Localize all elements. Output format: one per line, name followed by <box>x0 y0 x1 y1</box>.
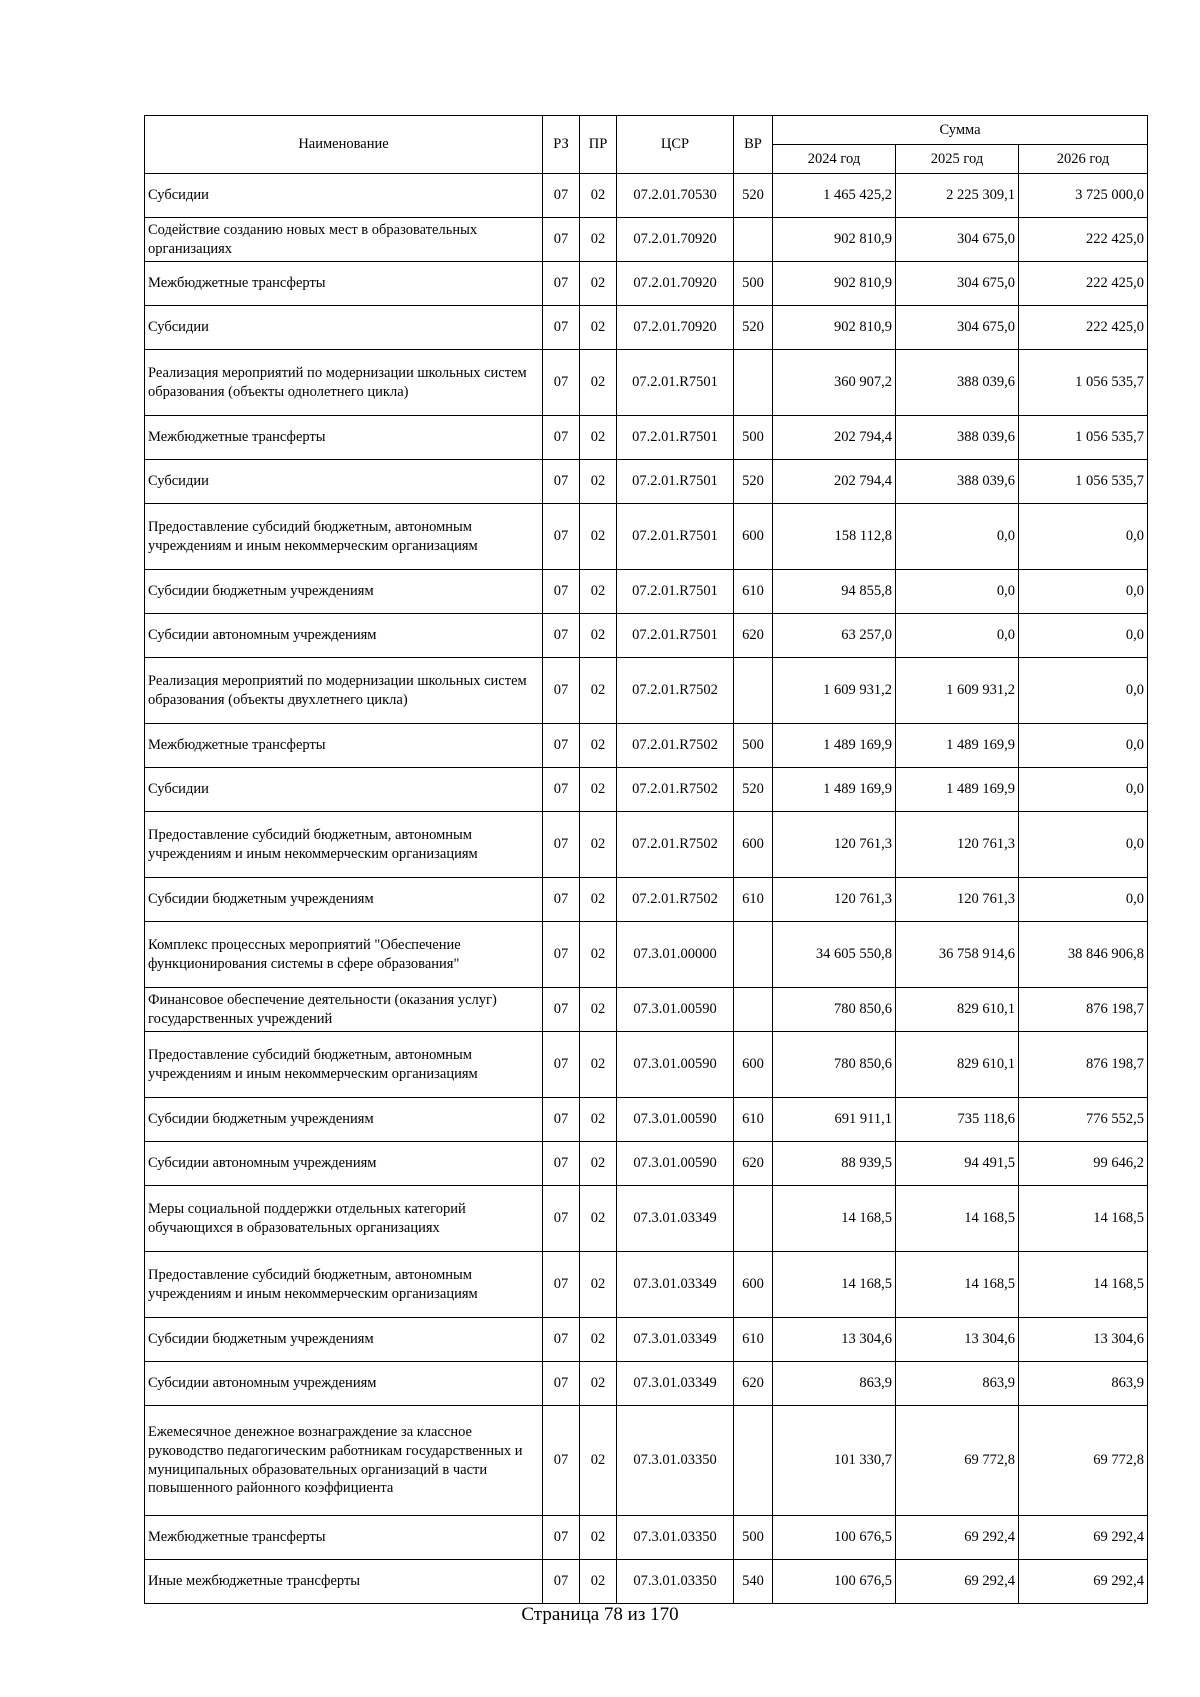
row-vr <box>734 988 773 1032</box>
row-name: Субсидии бюджетным учреждениям <box>145 1318 543 1362</box>
row-name: Субсидии автономным учреждениям <box>145 614 543 658</box>
row-sum-2025: 388 039,6 <box>896 416 1019 460</box>
row-csr: 07.2.01.R7501 <box>617 570 734 614</box>
row-sum-2025: 69 772,8 <box>896 1406 1019 1516</box>
row-vr <box>734 1186 773 1252</box>
header-year-2025: 2025 год <box>896 145 1019 174</box>
row-sum-2026: 13 304,6 <box>1019 1318 1148 1362</box>
row-csr: 07.3.01.00590 <box>617 988 734 1032</box>
row-pr: 02 <box>580 570 617 614</box>
row-vr: 620 <box>734 614 773 658</box>
row-csr: 07.2.01.R7502 <box>617 724 734 768</box>
row-pr: 02 <box>580 988 617 1032</box>
row-sum-2026: 0,0 <box>1019 614 1148 658</box>
table-row <box>145 1032 1148 1098</box>
row-rz: 07 <box>543 306 580 350</box>
row-name: Содействие созданию новых мест в образовательных организациях <box>145 218 543 262</box>
row-sum-2026: 0,0 <box>1019 724 1148 768</box>
row-sum-2024: 902 810,9 <box>773 262 896 306</box>
row-sum-2025: 36 758 914,6 <box>896 922 1019 988</box>
row-pr: 02 <box>580 306 617 350</box>
row-name: Ежемесячное денежное вознаграждение за классное руководство педагогическим работникам государственных и муниципальных образовательных организаций в части повышенного районного коэффициента <box>145 1406 543 1516</box>
row-sum-2025: 388 039,6 <box>896 350 1019 416</box>
row-sum-2025: 2 225 309,1 <box>896 174 1019 218</box>
row-name: Меры социальной поддержки отдельных категорий обучающихся в образовательных организациях <box>145 1186 543 1252</box>
row-name: Реализация мероприятий по модернизации школьных систем образования (объекты однолетнего цикла) <box>145 350 543 416</box>
table-row <box>145 1098 1148 1142</box>
row-vr: 600 <box>734 1032 773 1098</box>
row-sum-2026: 222 425,0 <box>1019 262 1148 306</box>
row-vr: 520 <box>734 460 773 504</box>
row-csr: 07.2.01.R7501 <box>617 460 734 504</box>
row-sum-2025: 1 609 931,2 <box>896 658 1019 724</box>
row-csr: 07.2.01.R7501 <box>617 416 734 460</box>
row-sum-2024: 14 168,5 <box>773 1252 896 1318</box>
page-number: Страница 78 из 170 <box>521 1604 679 1625</box>
row-pr: 02 <box>580 812 617 878</box>
table-row <box>145 174 1148 218</box>
row-sum-2024: 780 850,6 <box>773 1032 896 1098</box>
row-pr: 02 <box>580 416 617 460</box>
row-sum-2026: 0,0 <box>1019 812 1148 878</box>
row-sum-2026: 776 552,5 <box>1019 1098 1148 1142</box>
row-pr: 02 <box>580 1362 617 1406</box>
row-sum-2024: 1 489 169,9 <box>773 768 896 812</box>
table-row <box>145 416 1148 460</box>
row-sum-2025: 14 168,5 <box>896 1252 1019 1318</box>
table-row <box>145 922 1148 988</box>
row-name: Реализация мероприятий по модернизации школьных систем образования (объекты двухлетнего цикла) <box>145 658 543 724</box>
row-rz: 07 <box>543 1362 580 1406</box>
row-name: Субсидии <box>145 174 543 218</box>
row-sum-2026: 3 725 000,0 <box>1019 174 1148 218</box>
row-rz: 07 <box>543 614 580 658</box>
row-sum-2025: 1 489 169,9 <box>896 768 1019 812</box>
header-name: Наименование <box>145 116 543 174</box>
row-vr <box>734 1406 773 1516</box>
row-sum-2025: 1 489 169,9 <box>896 724 1019 768</box>
row-name: Предоставление субсидий бюджетным, автономным учреждениям и иным некоммерческим организациям <box>145 504 543 570</box>
row-vr: 610 <box>734 1318 773 1362</box>
row-pr: 02 <box>580 218 617 262</box>
row-name: Межбюджетные трансферты <box>145 1516 543 1560</box>
row-pr: 02 <box>580 174 617 218</box>
row-csr: 07.2.01.R7502 <box>617 812 734 878</box>
row-pr: 02 <box>580 262 617 306</box>
row-vr <box>734 350 773 416</box>
row-vr <box>734 218 773 262</box>
row-sum-2024: 202 794,4 <box>773 416 896 460</box>
row-sum-2024: 1 465 425,2 <box>773 174 896 218</box>
row-rz: 07 <box>543 922 580 988</box>
row-rz: 07 <box>543 812 580 878</box>
row-name: Межбюджетные трансферты <box>145 416 543 460</box>
row-name: Предоставление субсидий бюджетным, автономным учреждениям и иным некоммерческим организациям <box>145 1032 543 1098</box>
table-row <box>145 1142 1148 1186</box>
row-sum-2026: 69 292,4 <box>1019 1516 1148 1560</box>
row-csr: 07.3.01.00590 <box>617 1032 734 1098</box>
header-sum: Сумма <box>773 116 1148 145</box>
table-row <box>145 262 1148 306</box>
row-pr: 02 <box>580 614 617 658</box>
row-csr: 07.3.01.03350 <box>617 1516 734 1560</box>
header-year-2024: 2024 год <box>773 145 896 174</box>
row-sum-2025: 0,0 <box>896 614 1019 658</box>
row-rz: 07 <box>543 768 580 812</box>
row-sum-2026: 38 846 906,8 <box>1019 922 1148 988</box>
table-row <box>145 812 1148 878</box>
row-vr: 500 <box>734 262 773 306</box>
row-sum-2024: 63 257,0 <box>773 614 896 658</box>
row-csr: 07.2.01.R7502 <box>617 768 734 812</box>
row-name: Субсидии автономным учреждениям <box>145 1362 543 1406</box>
row-rz: 07 <box>543 262 580 306</box>
row-sum-2024: 158 112,8 <box>773 504 896 570</box>
row-vr: 540 <box>734 1560 773 1604</box>
row-sum-2025: 0,0 <box>896 570 1019 614</box>
row-sum-2025: 0,0 <box>896 504 1019 570</box>
row-csr: 07.3.01.00590 <box>617 1142 734 1186</box>
row-pr: 02 <box>580 922 617 988</box>
table-row <box>145 460 1148 504</box>
row-pr: 02 <box>580 1252 617 1318</box>
header-pr: ПР <box>580 116 617 174</box>
row-pr: 02 <box>580 1098 617 1142</box>
row-vr: 500 <box>734 416 773 460</box>
row-sum-2026: 0,0 <box>1019 570 1148 614</box>
row-pr: 02 <box>580 1318 617 1362</box>
row-csr: 07.3.01.03349 <box>617 1252 734 1318</box>
row-name: Субсидии бюджетным учреждениям <box>145 1098 543 1142</box>
row-sum-2025: 735 118,6 <box>896 1098 1019 1142</box>
row-sum-2026: 1 056 535,7 <box>1019 350 1148 416</box>
row-csr: 07.3.01.00000 <box>617 922 734 988</box>
table-row <box>145 1318 1148 1362</box>
row-sum-2025: 863,9 <box>896 1362 1019 1406</box>
row-name: Иные межбюджетные трансферты <box>145 1560 543 1604</box>
table-row <box>145 658 1148 724</box>
row-sum-2026: 14 168,5 <box>1019 1186 1148 1252</box>
row-rz: 07 <box>543 504 580 570</box>
row-name: Межбюджетные трансферты <box>145 724 543 768</box>
row-sum-2026: 1 056 535,7 <box>1019 416 1148 460</box>
row-vr: 620 <box>734 1362 773 1406</box>
row-sum-2025: 13 304,6 <box>896 1318 1019 1362</box>
row-rz: 07 <box>543 878 580 922</box>
row-csr: 07.2.01.70920 <box>617 262 734 306</box>
row-rz: 07 <box>543 1142 580 1186</box>
row-sum-2024: 902 810,9 <box>773 218 896 262</box>
row-sum-2024: 94 855,8 <box>773 570 896 614</box>
row-sum-2025: 304 675,0 <box>896 262 1019 306</box>
row-sum-2025: 388 039,6 <box>896 460 1019 504</box>
row-sum-2025: 69 292,4 <box>896 1560 1019 1604</box>
header-rz: РЗ <box>543 116 580 174</box>
row-pr: 02 <box>580 350 617 416</box>
row-rz: 07 <box>543 1560 580 1604</box>
row-pr: 02 <box>580 1186 617 1252</box>
row-sum-2026: 876 198,7 <box>1019 1032 1148 1098</box>
row-sum-2025: 120 761,3 <box>896 878 1019 922</box>
table-row <box>145 988 1148 1032</box>
row-rz: 07 <box>543 1516 580 1560</box>
row-csr: 07.2.01.70920 <box>617 306 734 350</box>
row-sum-2024: 14 168,5 <box>773 1186 896 1252</box>
row-sum-2025: 304 675,0 <box>896 306 1019 350</box>
row-sum-2024: 101 330,7 <box>773 1406 896 1516</box>
row-sum-2024: 691 911,1 <box>773 1098 896 1142</box>
header-vr: ВР <box>734 116 773 174</box>
header-year-2026: 2026 год <box>1019 145 1148 174</box>
row-vr: 600 <box>734 812 773 878</box>
row-rz: 07 <box>543 570 580 614</box>
row-name: Субсидии <box>145 768 543 812</box>
row-pr: 02 <box>580 658 617 724</box>
row-sum-2026: 69 292,4 <box>1019 1560 1148 1604</box>
row-csr: 07.2.01.R7502 <box>617 658 734 724</box>
row-name: Субсидии бюджетным учреждениям <box>145 878 543 922</box>
row-csr: 07.2.01.70920 <box>617 218 734 262</box>
row-vr: 500 <box>734 724 773 768</box>
table-row <box>145 1186 1148 1252</box>
row-vr: 520 <box>734 768 773 812</box>
row-sum-2025: 94 491,5 <box>896 1142 1019 1186</box>
row-pr: 02 <box>580 724 617 768</box>
row-csr: 07.2.01.70530 <box>617 174 734 218</box>
row-csr: 07.3.01.03349 <box>617 1186 734 1252</box>
row-sum-2025: 304 675,0 <box>896 218 1019 262</box>
row-sum-2026: 0,0 <box>1019 658 1148 724</box>
row-sum-2024: 120 761,3 <box>773 812 896 878</box>
table-row <box>145 878 1148 922</box>
row-pr: 02 <box>580 768 617 812</box>
row-pr: 02 <box>580 460 617 504</box>
row-sum-2026: 99 646,2 <box>1019 1142 1148 1186</box>
row-rz: 07 <box>543 1032 580 1098</box>
row-sum-2024: 34 605 550,8 <box>773 922 896 988</box>
row-pr: 02 <box>580 1032 617 1098</box>
row-sum-2024: 100 676,5 <box>773 1560 896 1604</box>
row-sum-2026: 876 198,7 <box>1019 988 1148 1032</box>
table-row <box>145 306 1148 350</box>
row-sum-2024: 13 304,6 <box>773 1318 896 1362</box>
table-row <box>145 1252 1148 1318</box>
table-row <box>145 504 1148 570</box>
row-rz: 07 <box>543 724 580 768</box>
row-rz: 07 <box>543 174 580 218</box>
row-csr: 07.3.01.03350 <box>617 1406 734 1516</box>
row-pr: 02 <box>580 878 617 922</box>
row-sum-2024: 863,9 <box>773 1362 896 1406</box>
row-name: Комплекс процессных мероприятий "Обеспечение функционирования системы в сфере образования" <box>145 922 543 988</box>
row-vr: 620 <box>734 1142 773 1186</box>
row-rz: 07 <box>543 1406 580 1516</box>
row-sum-2024: 100 676,5 <box>773 1516 896 1560</box>
row-vr: 610 <box>734 1098 773 1142</box>
row-sum-2026: 0,0 <box>1019 504 1148 570</box>
table-row <box>145 570 1148 614</box>
row-sum-2025: 829 610,1 <box>896 988 1019 1032</box>
row-rz: 07 <box>543 1252 580 1318</box>
row-rz: 07 <box>543 218 580 262</box>
row-sum-2026: 0,0 <box>1019 878 1148 922</box>
row-rz: 07 <box>543 658 580 724</box>
row-sum-2025: 14 168,5 <box>896 1186 1019 1252</box>
row-sum-2024: 1 489 169,9 <box>773 724 896 768</box>
row-name: Предоставление субсидий бюджетным, автономным учреждениям и иным некоммерческим организациям <box>145 812 543 878</box>
row-sum-2024: 202 794,4 <box>773 460 896 504</box>
row-rz: 07 <box>543 1186 580 1252</box>
row-vr: 600 <box>734 504 773 570</box>
row-rz: 07 <box>543 460 580 504</box>
row-rz: 07 <box>543 350 580 416</box>
row-vr: 600 <box>734 1252 773 1318</box>
row-csr: 07.3.01.03349 <box>617 1318 734 1362</box>
row-name: Субсидии <box>145 460 543 504</box>
row-sum-2026: 222 425,0 <box>1019 306 1148 350</box>
row-sum-2024: 360 907,2 <box>773 350 896 416</box>
table-row <box>145 350 1148 416</box>
row-name: Межбюджетные трансферты <box>145 262 543 306</box>
row-vr: 520 <box>734 306 773 350</box>
row-sum-2026: 222 425,0 <box>1019 218 1148 262</box>
header-csr: ЦСР <box>617 116 734 174</box>
row-csr: 07.3.01.03350 <box>617 1560 734 1604</box>
row-csr: 07.2.01.R7501 <box>617 350 734 416</box>
row-rz: 07 <box>543 1318 580 1362</box>
row-name: Субсидии автономным учреждениям <box>145 1142 543 1186</box>
row-csr: 07.2.01.R7501 <box>617 614 734 658</box>
row-name: Субсидии бюджетным учреждениям <box>145 570 543 614</box>
row-pr: 02 <box>580 504 617 570</box>
table-row <box>145 1362 1148 1406</box>
table-row <box>145 218 1148 262</box>
row-vr: 610 <box>734 570 773 614</box>
row-sum-2025: 120 761,3 <box>896 812 1019 878</box>
table-row <box>145 1560 1148 1604</box>
table-row <box>145 724 1148 768</box>
table-row <box>145 768 1148 812</box>
row-name: Предоставление субсидий бюджетным, автономным учреждениям и иным некоммерческим организациям <box>145 1252 543 1318</box>
row-csr: 07.3.01.03349 <box>617 1362 734 1406</box>
row-sum-2024: 88 939,5 <box>773 1142 896 1186</box>
row-csr: 07.3.01.00590 <box>617 1098 734 1142</box>
row-sum-2026: 14 168,5 <box>1019 1252 1148 1318</box>
row-pr: 02 <box>580 1406 617 1516</box>
row-sum-2026: 1 056 535,7 <box>1019 460 1148 504</box>
row-pr: 02 <box>580 1516 617 1560</box>
row-name: Финансовое обеспечение деятельности (оказания услуг) государственных учреждений <box>145 988 543 1032</box>
row-pr: 02 <box>580 1560 617 1604</box>
table-row <box>145 1516 1148 1560</box>
row-vr: 610 <box>734 878 773 922</box>
row-sum-2024: 780 850,6 <box>773 988 896 1032</box>
row-vr <box>734 658 773 724</box>
row-sum-2024: 120 761,3 <box>773 878 896 922</box>
row-vr: 500 <box>734 1516 773 1560</box>
row-sum-2025: 69 292,4 <box>896 1516 1019 1560</box>
row-sum-2026: 863,9 <box>1019 1362 1148 1406</box>
row-vr <box>734 922 773 988</box>
row-sum-2026: 0,0 <box>1019 768 1148 812</box>
row-rz: 07 <box>543 416 580 460</box>
row-sum-2026: 69 772,8 <box>1019 1406 1148 1516</box>
row-sum-2024: 1 609 931,2 <box>773 658 896 724</box>
table-row <box>145 614 1148 658</box>
row-vr: 520 <box>734 174 773 218</box>
row-csr: 07.2.01.R7501 <box>617 504 734 570</box>
row-sum-2024: 902 810,9 <box>773 306 896 350</box>
row-name: Субсидии <box>145 306 543 350</box>
row-pr: 02 <box>580 1142 617 1186</box>
row-rz: 07 <box>543 988 580 1032</box>
table-row <box>145 1406 1148 1516</box>
row-sum-2025: 829 610,1 <box>896 1032 1019 1098</box>
budget-table <box>144 115 1148 1604</box>
row-csr: 07.2.01.R7502 <box>617 878 734 922</box>
row-rz: 07 <box>543 1098 580 1142</box>
table-body <box>145 174 1148 1604</box>
